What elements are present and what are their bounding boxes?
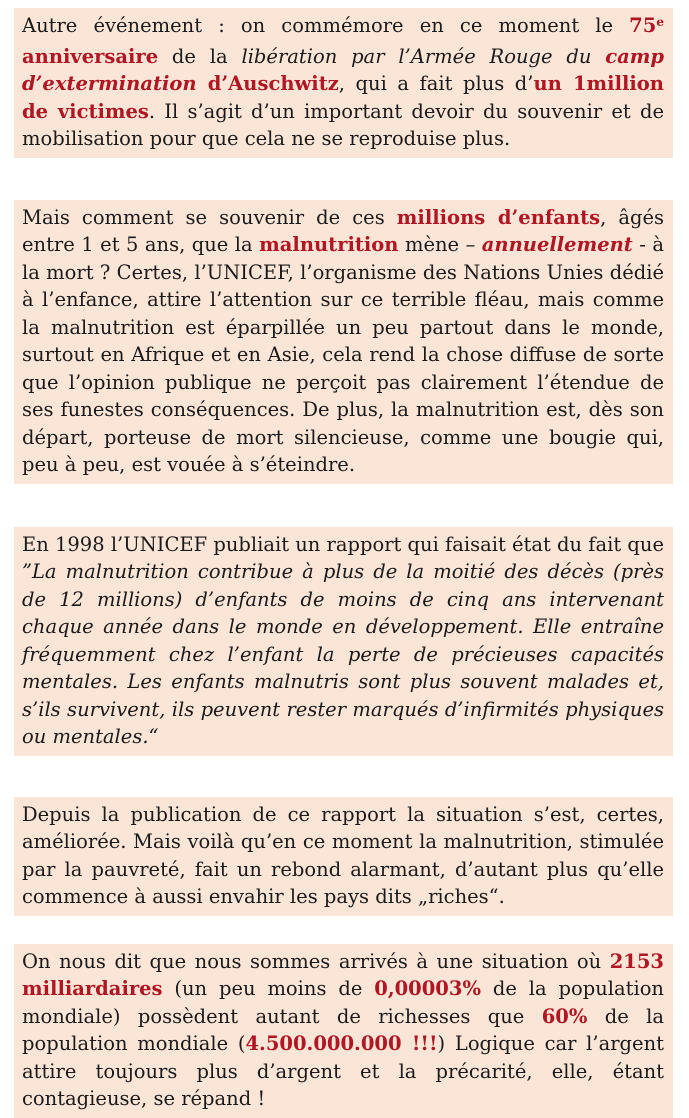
text-run: anniversaire	[22, 14, 671, 68]
text-run: Mais comment se souvenir de ces	[22, 205, 397, 229]
text-run: Depuis la publication de ce rapport la situation s’est, certes, améliorée. Mais voilà qu’en ce moment la malnutrition, stimulée par la pauvreté, fait un rebond alarmant, d’autant plus qu’elle commence à aussi envahir les pays dits „riches“.	[22, 802, 671, 908]
text-run: un 1million de victimes	[22, 72, 671, 123]
text-run: (un peu moins de	[162, 977, 375, 1000]
paragraph	[14, 200, 673, 484]
text-run: libération par l’Armée Rouge du	[241, 44, 606, 68]
text-run: millions d’enfants	[396, 205, 601, 229]
text-run: Autre événement : on commémore en ce moment le	[22, 14, 630, 37]
text-run: de la population mondiale) possèdent autant de richesses que	[22, 977, 671, 1028]
paragraph	[14, 944, 673, 1118]
text-run: 2153 milliardaires	[22, 949, 671, 1000]
text-run: ”La malnutrition contribue à plus de la moitié des décès (près de 12 millions) d’enfants de moins de cinq ans intervenant chaque année dans le monde en développement. Elle entraîne fréquemment chez l’enfant la perte de précieuses capacités mentales. Les enfants malnutris sont plus souvent malades et, s’ils survivent, ils peuvent rester marqués d’infirmités physiques ou mentales.“	[22, 560, 671, 748]
text-run: On nous dit que nous sommes arrivés à une situation où	[22, 949, 610, 973]
text-run: 4.500.000.000 !!!	[245, 1032, 438, 1055]
text-run: - à la mort ? Certes, l’UNICEF, l’organisme des Nations Unies dédié à l’enfance, attire l’attention sur ce terrible fléau, mais comme la malnutrition est éparpillée un peu partout dans le monde, surtout en Afrique et en Asie, cela rend la chose diffuse de sorte que l’opinion publique ne perçoit pas clairement l’étendue de ses funestes conséquences. De plus, la malnutrition est, dès son départ, porteuse de mort silencieuse, comme une bougie qui, peu à peu, est vouée à s’éteindre.	[22, 233, 671, 476]
text-run: e	[656, 14, 664, 29]
text-run: 60%	[541, 1004, 588, 1028]
text-run: . Il s’agit d’un important devoir du souvenir et de mobilisation pour que cela ne se reproduise plus.	[22, 99, 671, 150]
paragraph	[14, 8, 673, 158]
text-run: mène –	[398, 233, 482, 256]
text-run: malnutrition	[259, 233, 399, 256]
text-run: , âgés entre 1 et 5 ans, que la	[22, 205, 671, 256]
paragraph	[14, 797, 673, 916]
text-run: En 1998 l’UNICEF publiait un rapport qui faisait état du fait que	[22, 532, 671, 556]
paragraph	[14, 527, 673, 756]
text-run: camp d’extermination	[22, 44, 671, 95]
text-run: de la population mondiale (	[22, 1004, 671, 1055]
text-run: , qui a fait plus d’	[338, 72, 534, 95]
text-run: ) Logique car l’argent attire toujours plus d’argent et la précarité, elle, étant contagieuse, se répand !	[22, 1032, 671, 1110]
text-run: 75	[629, 14, 657, 37]
text-run: d’Auschwitz	[196, 72, 339, 95]
text-run: annuellement	[481, 233, 633, 256]
text-run: de la	[158, 44, 242, 68]
text-run: 0,00003%	[374, 977, 481, 1000]
